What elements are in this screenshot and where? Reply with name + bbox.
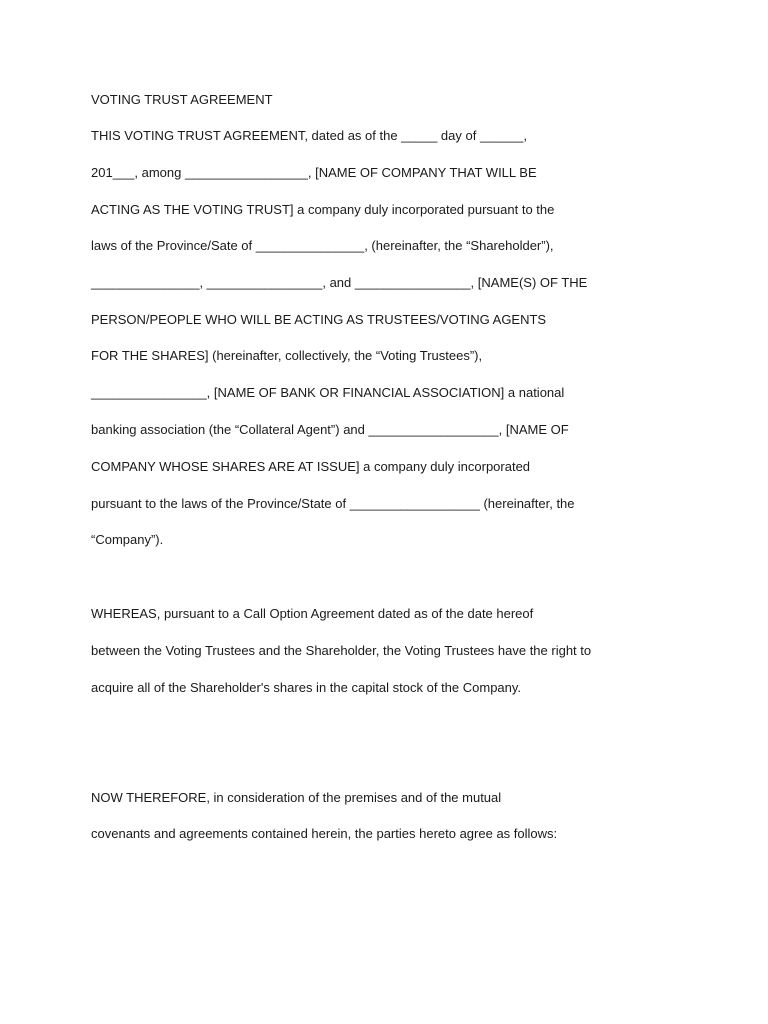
document-title: VOTING TRUST AGREEMENT	[91, 92, 273, 107]
whereas-line: acquire all of the Shareholder's shares in the capital stock of the Company.	[91, 680, 522, 695]
whereas-line: WHEREAS, pursuant to a Call Option Agreement dated as of the date hereof	[91, 606, 534, 621]
text-line: PERSON/PEOPLE WHO WILL BE ACTING AS TRUSTEES/VOTING AGENTS	[91, 312, 547, 327]
text-line: _______________, ________________, and ________________, [NAME(S) OF THE	[91, 275, 588, 290]
text-line: banking association (the “Collateral Agent”) and __________________, [NAME OF	[91, 422, 569, 437]
text-line: “Company”).	[91, 532, 164, 547]
text-line: THIS VOTING TRUST AGREEMENT, dated as of the _____ day of ______,	[91, 128, 527, 143]
text-line: ________________, [NAME OF BANK OR FINANCIAL ASSOCIATION] a national	[91, 385, 565, 400]
now-therefore-line: covenants and agreements contained herein, the parties hereto agree as follows:	[91, 826, 558, 841]
text-line: 201___, among _________________, [NAME OF COMPANY THAT WILL BE	[91, 165, 537, 180]
text-line: pursuant to the laws of the Province/State of __________________ (hereinafter, the	[91, 496, 575, 511]
text-line: ACTING AS THE VOTING TRUST] a company duly incorporated pursuant to the	[91, 202, 555, 217]
whereas-line: between the Voting Trustees and the Shareholder, the Voting Trustees have the right to	[91, 643, 592, 658]
now-therefore-line: NOW THEREFORE, in consideration of the premises and of the mutual	[91, 790, 502, 805]
text-line: laws of the Province/Sate of _______________, (hereinafter, the “Shareholder”),	[91, 238, 554, 253]
text-line: FOR THE SHARES] (hereinafter, collectively, the “Voting Trustees”),	[91, 348, 483, 363]
text-line: COMPANY WHOSE SHARES ARE AT ISSUE] a company duly incorporated	[91, 459, 531, 474]
